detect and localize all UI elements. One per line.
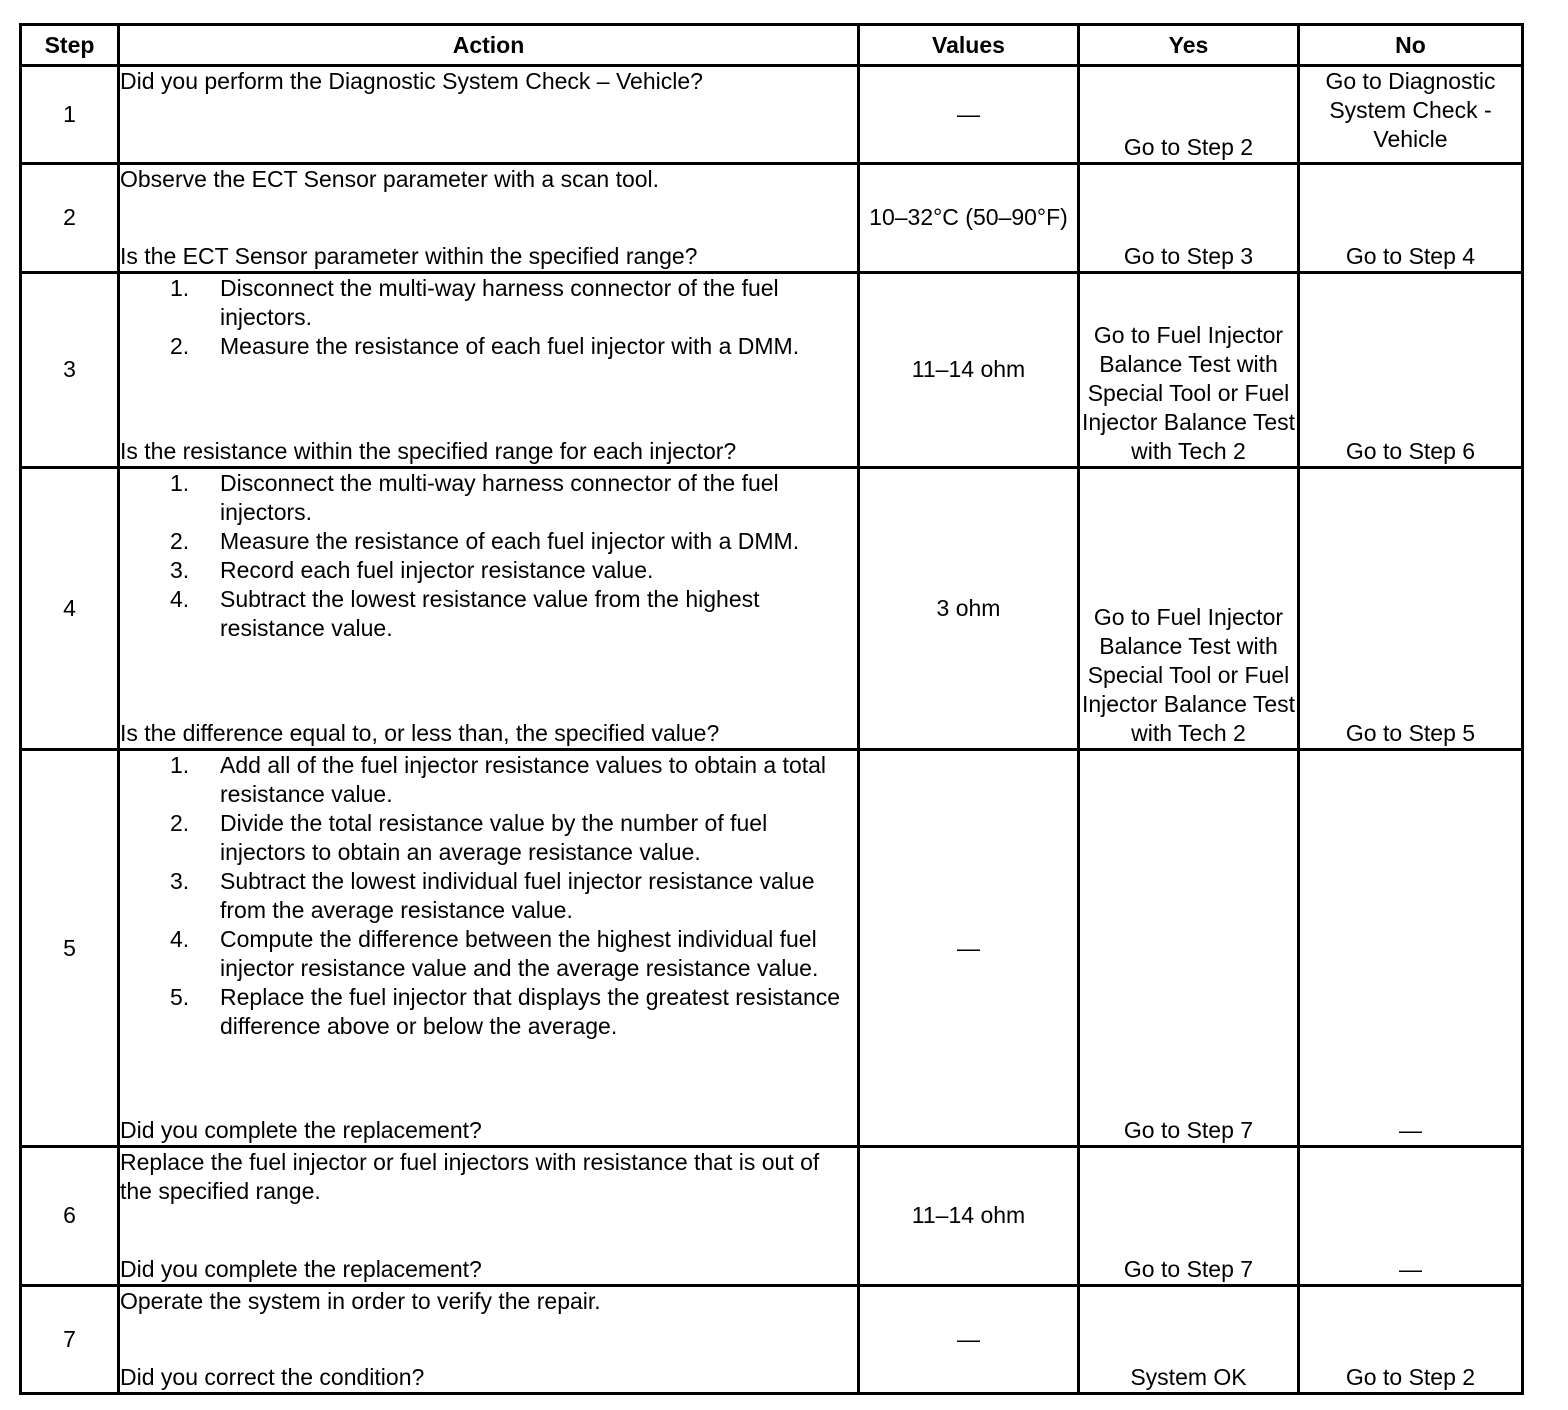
header-action: Action	[119, 25, 859, 66]
action-instruction: Did you perform the Diagnostic System Check – Vehicle?	[120, 68, 703, 94]
no-result: —	[1299, 750, 1523, 1147]
substep-number: 5.	[170, 984, 190, 1011]
diagnostic-table	[19, 23, 1524, 1395]
substep-text: Subtract the lowest resistance value from the highest resistance value.	[220, 586, 760, 642]
action-instruction: Observe the ECT Sensor parameter with a scan tool.	[120, 166, 660, 193]
substep-text: Divide the total resistance value by the number of fuel injectors to obtain an average resistance value.	[220, 810, 768, 866]
substep-list	[120, 274, 857, 361]
substep-item	[120, 556, 857, 585]
action-question: Did you correct the condition?	[120, 1364, 425, 1390]
step-number: 1	[21, 66, 119, 164]
substep-number: 2.	[170, 810, 190, 837]
substep-list	[120, 469, 857, 643]
table-row	[21, 1285, 1523, 1393]
substep-item	[120, 867, 857, 925]
substep-text: Measure the resistance of each fuel injector with a DMM.	[220, 332, 800, 359]
table-row	[21, 164, 1523, 272]
table-row	[21, 1147, 1523, 1285]
header-yes: Yes	[1079, 25, 1299, 66]
substep-text: Replace the fuel injector that displays the greatest resistance difference above or below the average.	[220, 984, 841, 1040]
substep-text: Record each fuel injector resistance value.	[220, 557, 654, 584]
substep-number: 1.	[170, 274, 190, 301]
value-cell: —	[859, 66, 1079, 164]
no-result: Go to Step 4	[1299, 164, 1523, 272]
action-question: Is the resistance within the specified range for each injector?	[120, 438, 737, 465]
step-number: 6	[21, 1147, 119, 1285]
table-row	[21, 272, 1523, 468]
substep-number: 1.	[170, 752, 190, 779]
yes-result: Go to Step 3	[1079, 164, 1299, 272]
no-result: —	[1299, 1147, 1523, 1285]
action-cell	[119, 272, 859, 468]
action-question: Is the ECT Sensor parameter within the specified range?	[120, 242, 698, 269]
step-number: 5	[21, 750, 119, 1147]
action-cell	[119, 1285, 859, 1393]
action-cell	[119, 164, 859, 272]
substep-number: 2.	[170, 332, 190, 359]
substep-number: 4.	[170, 586, 190, 613]
substep-number: 1.	[170, 470, 190, 497]
yes-result: Go to Fuel Injector Balance Test with Special Tool or Fuel Injector Balance Test with Tech 2	[1079, 272, 1299, 468]
action-instruction: Replace the fuel injector or fuel injectors with resistance that is out of the specified range.	[120, 1149, 820, 1205]
yes-result: Go to Step 7	[1079, 1147, 1299, 1285]
header-row	[21, 25, 1523, 66]
yes-result: Go to Step 7	[1079, 750, 1299, 1147]
no-result: Go to Step 2	[1299, 1285, 1523, 1393]
no-result: Go to Step 5	[1299, 468, 1523, 750]
no-result: Go to Diagnostic System Check - Vehicle	[1299, 66, 1523, 164]
value-cell: —	[859, 1285, 1079, 1393]
action-question: Is the difference equal to, or less than, the specified value?	[120, 720, 720, 747]
action-instruction: Operate the system in order to verify the repair.	[120, 1287, 601, 1314]
substep-text: Compute the difference between the highest individual fuel injector resistance value and the average resistance value.	[220, 926, 819, 982]
substep-text: Add all of the fuel injector resistance values to obtain a total resistance value.	[220, 752, 827, 808]
substep-item	[120, 332, 857, 361]
yes-result: Go to Fuel Injector Balance Test with Special Tool or Fuel Injector Balance Test with Tech 2	[1079, 468, 1299, 750]
no-result: Go to Step 6	[1299, 272, 1523, 468]
action-cell	[119, 1147, 859, 1285]
header-no: No	[1299, 25, 1523, 66]
action-cell	[119, 750, 859, 1147]
substep-number: 3.	[170, 868, 190, 895]
step-number: 3	[21, 272, 119, 468]
action-cell	[119, 66, 859, 164]
table-row	[21, 468, 1523, 750]
substep-text: Disconnect the multi-way harness connector of the fuel injectors.	[220, 274, 779, 330]
step-number: 4	[21, 468, 119, 750]
substep-text: Measure the resistance of each fuel injector with a DMM.	[220, 528, 800, 555]
substep-text: Subtract the lowest individual fuel injector resistance value from the average resistance value.	[220, 868, 815, 924]
substep-item	[120, 469, 857, 527]
header-step: Step	[21, 25, 119, 66]
value-cell: 10–32°C (50–90°F)	[859, 164, 1079, 272]
value-cell: —	[859, 750, 1079, 1147]
substep-item	[120, 274, 857, 332]
substep-number: 3.	[170, 557, 190, 584]
action-question: Did you complete the replacement?	[120, 1117, 482, 1144]
header-values: Values	[859, 25, 1079, 66]
action-question: Did you complete the replacement?	[120, 1255, 482, 1282]
action-cell	[119, 468, 859, 750]
substep-item	[120, 925, 857, 983]
substep-item	[120, 751, 857, 809]
substep-text: Disconnect the multi-way harness connector of the fuel injectors.	[220, 470, 779, 526]
value-cell: 3 ohm	[859, 468, 1079, 750]
step-number: 2	[21, 164, 119, 272]
step-number: 7	[21, 1285, 119, 1393]
value-cell: 11–14 ohm	[859, 272, 1079, 468]
substep-number: 2.	[170, 528, 190, 555]
substep-item	[120, 983, 857, 1041]
substep-item	[120, 809, 857, 867]
yes-result: System OK	[1079, 1285, 1299, 1393]
substep-item	[120, 527, 857, 556]
substep-list	[120, 751, 857, 1041]
table-row	[21, 750, 1523, 1147]
substep-number: 4.	[170, 926, 190, 953]
substep-item	[120, 585, 857, 643]
value-cell: 11–14 ohm	[859, 1147, 1079, 1285]
table-row	[21, 66, 1523, 164]
yes-result: Go to Step 2	[1079, 66, 1299, 164]
